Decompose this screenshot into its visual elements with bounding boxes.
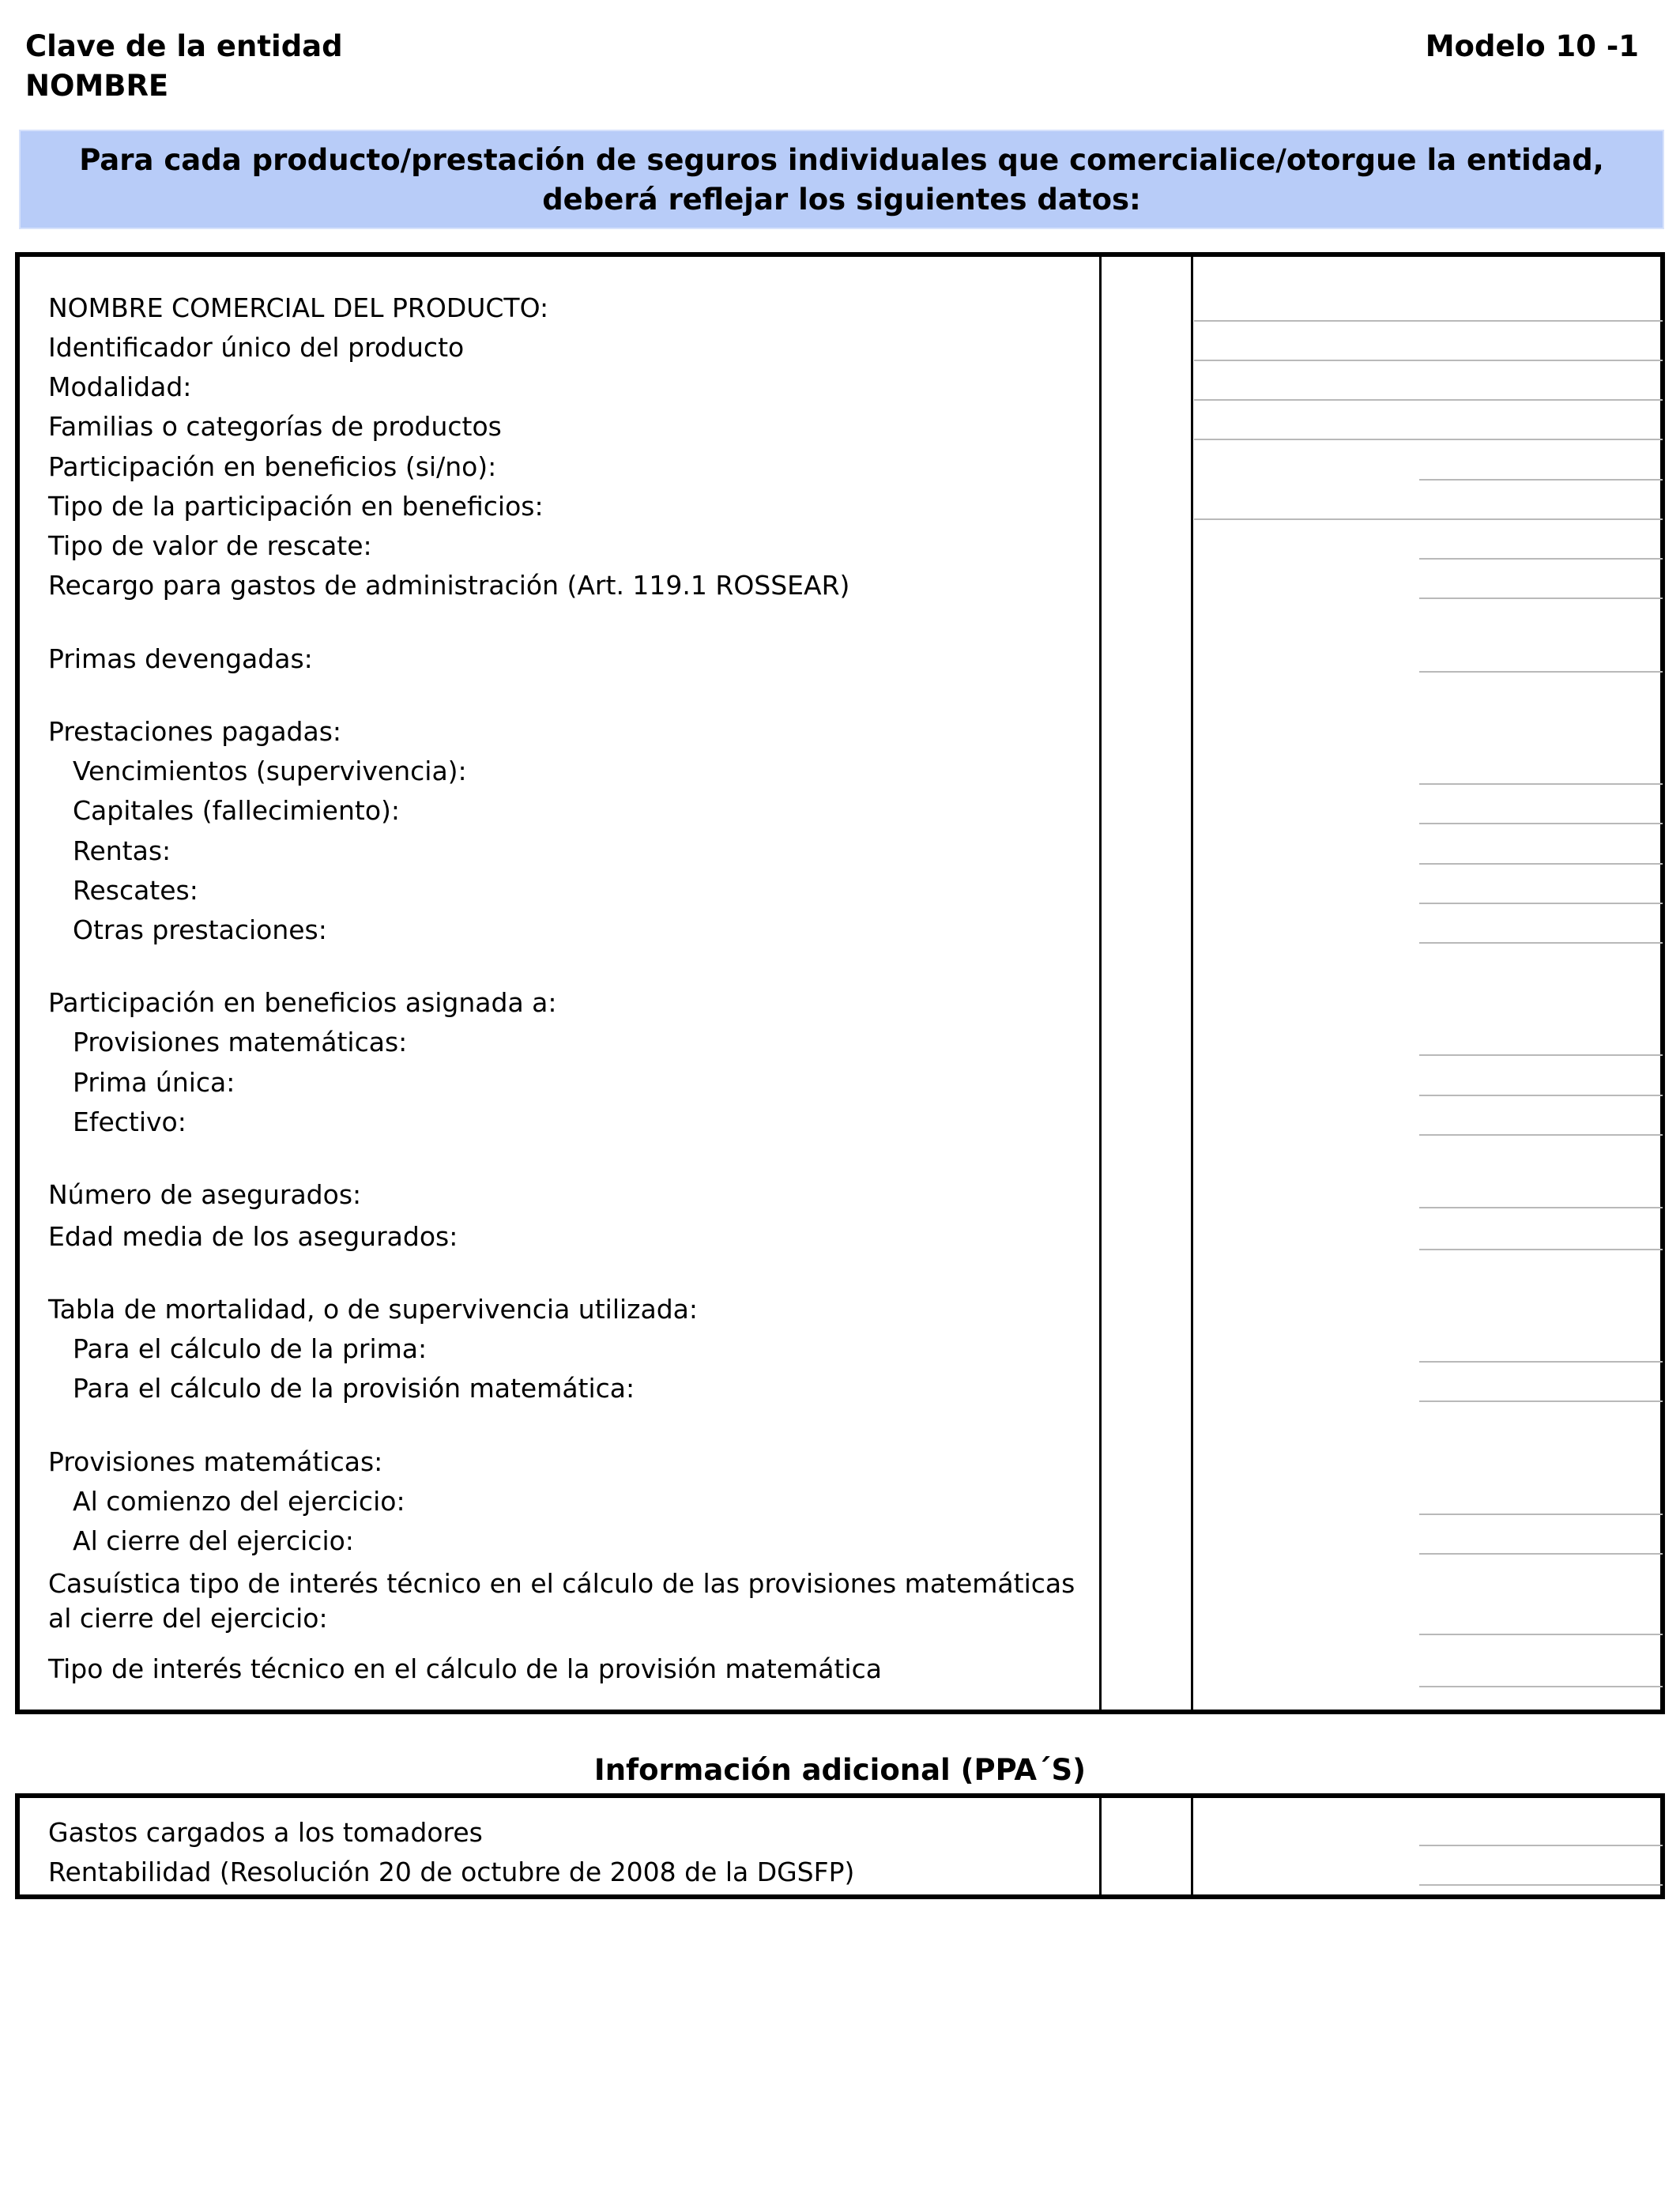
instructions-banner	[19, 130, 1664, 229]
column-divider	[1191, 1798, 1193, 1894]
row-other-benefits: Otras prestaciones:	[73, 914, 327, 945]
row-benefits-paid: Prestaciones pagadas:	[48, 716, 342, 747]
column-divider	[1099, 257, 1102, 1710]
answer-line-participation[interactable]	[1419, 479, 1663, 481]
answer-line-admin-surcharge[interactable]	[1419, 598, 1663, 599]
product-data-form	[15, 252, 1665, 1714]
row-math-provisions: Provisiones matemáticas:	[48, 1446, 383, 1477]
answer-line-families[interactable]	[1194, 439, 1663, 440]
answer-line-insured-count[interactable]	[1419, 1207, 1663, 1208]
entity-key-label: Clave de la entidad	[25, 29, 343, 63]
answer-line-death-capitals[interactable]	[1419, 823, 1663, 824]
row-modality: Modalidad:	[48, 371, 192, 402]
row-annuities: Rentas:	[73, 835, 171, 866]
row-year-start: Al comienzo del ejercicio:	[73, 1486, 405, 1517]
row-death-capitals: Capitales (fallecimiento):	[73, 795, 401, 826]
row-single-premium: Prima única:	[73, 1067, 235, 1098]
row-year-end: Al cierre del ejercicio:	[73, 1525, 354, 1556]
row-provision-calculation: Para el cálculo de la provisión matemática:	[73, 1373, 635, 1404]
answer-line-modality[interactable]	[1194, 399, 1663, 401]
answer-line-cash[interactable]	[1419, 1134, 1663, 1136]
answer-line-provision-calculation[interactable]	[1419, 1400, 1663, 1402]
answer-line-charges[interactable]	[1419, 1845, 1663, 1846]
row-assigned-provisions: Provisiones matemáticas:	[73, 1027, 408, 1057]
row-technical-interest-rate: Tipo de interés técnico en el cálculo de la provisión matemática	[48, 1653, 882, 1684]
row-maturities: Vencimientos (supervivencia):	[73, 756, 467, 786]
model-number: Modelo 10 -1	[1425, 29, 1639, 63]
answer-line-year-end[interactable]	[1419, 1553, 1663, 1555]
answer-line-maturities[interactable]	[1419, 783, 1663, 785]
row-profitability: Rentabilidad (Resolución 20 de octubre de 2008 de la DGSFP)	[48, 1857, 855, 1887]
answer-line-year-start[interactable]	[1419, 1514, 1663, 1515]
row-premium-calculation: Para el cálculo de la prima:	[73, 1333, 428, 1364]
column-divider	[1191, 257, 1193, 1710]
additional-info-title: Información adicional (PPA´S)	[593, 1753, 1087, 1787]
answer-line-surrenders[interactable]	[1419, 903, 1663, 904]
row-earned-premiums: Primas devengadas:	[48, 643, 313, 674]
answer-line-other-benefits[interactable]	[1419, 942, 1663, 944]
answer-line-profitability[interactable]	[1419, 1884, 1663, 1886]
row-average-age: Edad media de los asegurados:	[48, 1221, 458, 1252]
answer-line-commercial-name[interactable]	[1194, 320, 1663, 322]
answer-line-premium-calculation[interactable]	[1419, 1361, 1663, 1363]
banner-line-1: Para cada producto/prestación de seguros individuales que comercialice/otorgue la entidad,	[79, 143, 1604, 177]
row-surrender-value-type: Tipo de valor de rescate:	[48, 530, 372, 561]
row-profit-participation: Participación en beneficios (si/no):	[48, 451, 497, 482]
entity-name-label: NOMBRE	[25, 69, 169, 103]
answer-line-participation-type[interactable]	[1194, 518, 1663, 520]
answer-line-earned-premiums[interactable]	[1419, 671, 1663, 673]
answer-line-annuities[interactable]	[1419, 863, 1663, 865]
answer-line-single-premium[interactable]	[1419, 1095, 1663, 1096]
row-participation-assigned: Participación en beneficios asignada a:	[48, 987, 557, 1018]
row-surrenders: Rescates:	[73, 875, 198, 906]
row-participation-type: Tipo de la participación en beneficios:	[48, 491, 544, 522]
row-admin-surcharge: Recargo para gastos de administración (Art. 119.1 ROSSEAR)	[48, 570, 850, 601]
answer-line-product-id[interactable]	[1194, 360, 1663, 361]
row-insured-count: Número de asegurados:	[48, 1179, 362, 1210]
answer-line-technical-interest[interactable]	[1419, 1686, 1663, 1687]
answer-line-interest-casuistry[interactable]	[1419, 1634, 1663, 1635]
row-mortality-table: Tabla de mortalidad, o de supervivencia utilizada:	[48, 1294, 698, 1325]
answer-line-average-age[interactable]	[1419, 1249, 1663, 1250]
row-commercial-name: NOMBRE COMERCIAL DEL PRODUCTO:	[48, 292, 549, 323]
row-product-id: Identificador único del producto	[48, 332, 465, 363]
row-product-families: Familias o categorías de productos	[48, 411, 502, 442]
row-cash: Efectivo:	[73, 1106, 186, 1137]
row-policyholder-charges: Gastos cargados a los tomadores	[48, 1817, 483, 1848]
row-interest-rate-casuistry: Casuística tipo de interés técnico en el cálculo de las provisiones matemáticas al cierre del ejercicio:	[48, 1568, 1075, 1634]
column-divider	[1099, 1798, 1102, 1894]
answer-line-surrender-type[interactable]	[1419, 558, 1663, 560]
banner-line-2: deberá reflejar los siguientes datos:	[542, 183, 1141, 217]
answer-line-assigned-provisions[interactable]	[1419, 1054, 1663, 1056]
additional-info-form	[15, 1793, 1665, 1899]
